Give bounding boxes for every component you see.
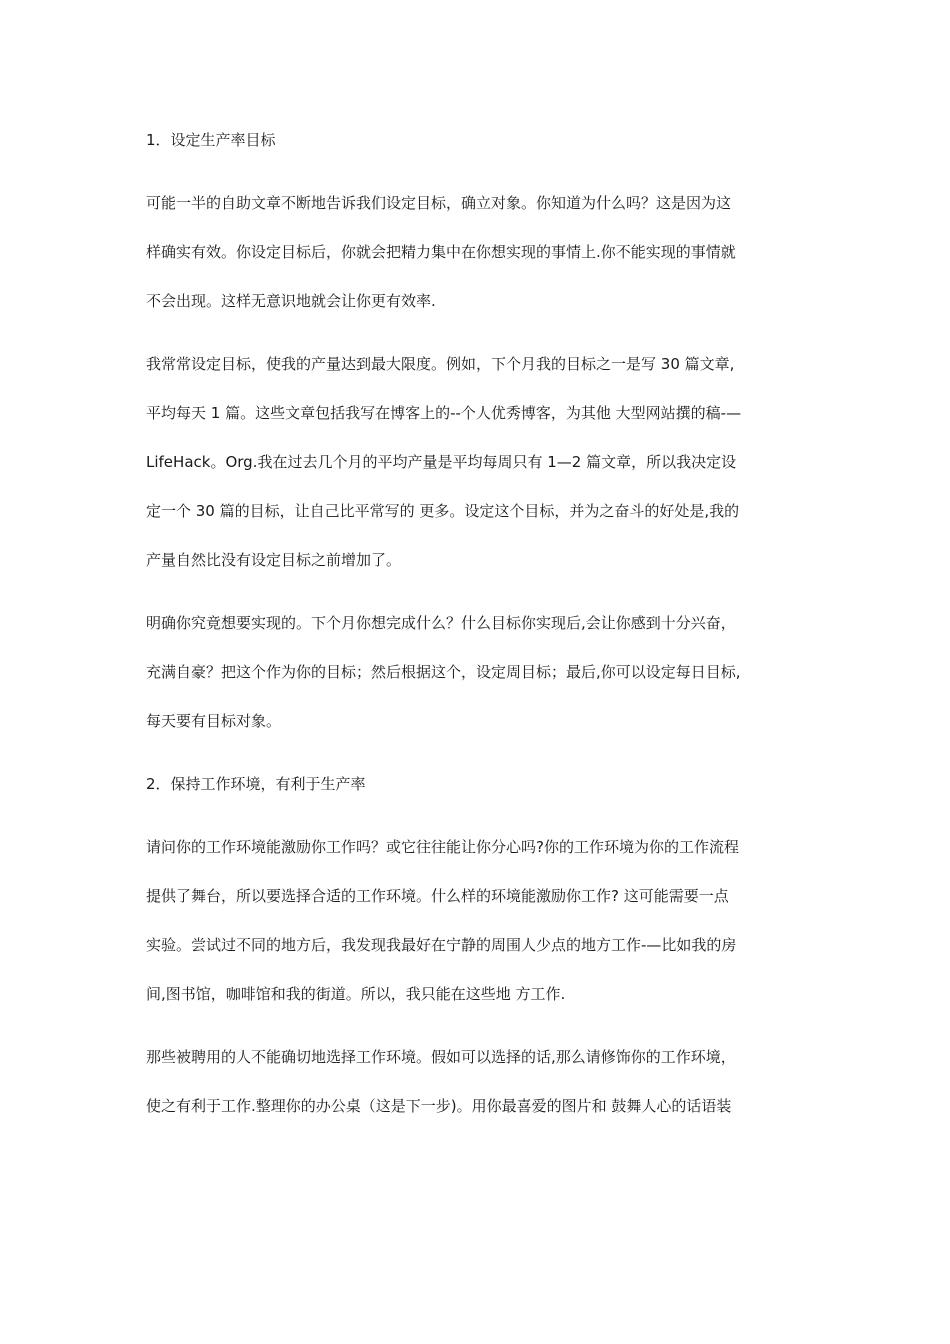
paragraph xyxy=(146,823,814,1019)
text-line: 间,图书馆，咖啡馆和我的街道。所以，我只能在这些地 方工作. xyxy=(146,985,566,1003)
paragraph xyxy=(146,1033,814,1131)
text-line: 充满自豪？把这个作为你的目标；然后根据这个，设定周目标；最后,你可以设定每日目标, xyxy=(146,663,741,681)
text-line: 明确你究竟想要实现的。下个月你想完成什么？什么目标你实现后,会让你感到十分兴奋， xyxy=(146,614,736,632)
paragraph xyxy=(146,599,814,746)
text-line: 样确实有效。你设定目标后，你就会把精力集中在你想实现的事情上.你不能实现的事情就 xyxy=(146,243,736,261)
paragraph xyxy=(146,340,814,585)
document-body xyxy=(146,116,814,1145)
text-line: 请问你的工作环境能激励你工作吗？或它往往能让你分心吗?你的工作环境为你的工作流程 xyxy=(146,838,739,856)
text-line: 实验。尝试过不同的地方后，我发现我最好在宁静的周围人少点的地方工作-—比如我的房 xyxy=(146,936,737,954)
text-line: 使之有利于工作.整理你的办公桌（这是下一步)。用你最喜爱的图片和 鼓舞人心的话语装 xyxy=(146,1097,732,1115)
section-heading: 2．保持工作环境，有利于生产率 xyxy=(146,775,366,793)
paragraph xyxy=(146,179,814,326)
text-line: LifeHack。Org.我在过去几个月的平均产量是平均每周只有 1—2 篇文章，所以我决定设 xyxy=(146,453,737,471)
text-line: 不会出现。这样无意识地就会让你更有效率. xyxy=(146,292,436,310)
text-line: 提供了舞台，所以要选择合适的工作环境。什么样的环境能激励你工作? 这可能需要一点 xyxy=(146,887,729,905)
text-line: 产量自然比没有设定目标之前增加了。 xyxy=(146,551,402,569)
text-line: 可能一半的自助文章不断地告诉我们设定目标，确立对象。你知道为什么吗？这是因为这 xyxy=(146,194,732,212)
text-line: 那些被聘用的人不能确切地选择工作环境。假如可以选择的话,那么请修饰你的工作环境， xyxy=(146,1048,736,1066)
text-line: 定一个 30 篇的目标，让自己比平常写的 更多。设定这个目标，并为之奋斗的好处是,我的 xyxy=(146,502,740,520)
section-heading: 1．设定生产率目标 xyxy=(146,131,276,149)
text-line: 每天要有目标对象。 xyxy=(146,712,282,730)
text-line: 我常常设定目标，使我的产量达到最大限度。例如，下个月我的目标之一是写 30 篇文章, xyxy=(146,355,735,373)
text-line: 平均每天 1 篇。这些文章包括我写在博客上的--个人优秀博客，为其他 大型网站撰的稿-— xyxy=(146,404,742,422)
